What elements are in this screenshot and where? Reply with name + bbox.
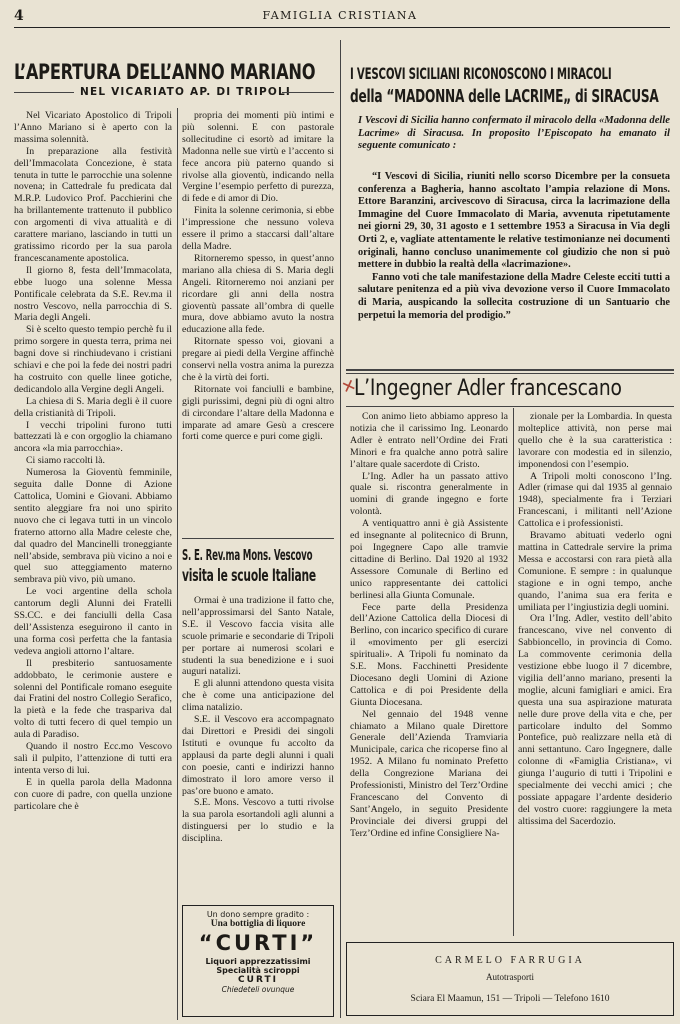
paragraph: Ritorneremo spesso, in quest’anno mariano alla chiesa di S. Maria degli Angeli. Ritorneremo noi anziani per ricordare gli anni della nostra gioventù passate all’ombra di quelle mura, dove abbiamo avuto la nostra educazione alla fede. [182,252,334,336]
paragraph: Fece parte della Presidenza dell’Azione Cattolica della Diocesi di Berlino, con incarico specifico di curare il «movimento per gli esercizi spirituali». A Tripoli fu nominato da S.E. Mons. Facchinetti Presidente Diocesano degli Uomini di Azione Cattolica e di poi Presidente della Giunta Diocesana. [350,601,508,708]
paragraph: E in quella parola della Madonna con cuore di padre, con quella unzione particolare che è [14,776,172,812]
paragraph: Ci siamo raccolti là. [26,455,105,467]
subhead-rule-left [14,92,74,93]
article-box-rule-2 [346,373,674,374]
article-subhead-vicariato: NEL VICARIATO AP. DI TRIPOLI [80,86,292,98]
paragraph: Il giorno 8, festa dell’Immacolata, ebbe luogo una solenne Messa Pontificale celebrata da S.E. Rev.ma il nostro Vescovo, nella parrocchia di S. Maria degli Angeli. [14,264,172,324]
ad-curti-line2: Una bottiglia di liquore [210,919,306,929]
paragraph: S.E. Mons. Vescovo a tutti rivolse la sua parola esortandoli agli alunni a distinguersi per lo studio e la disciplina. [182,797,334,845]
paragraph: Ritornate spesso voi, giovani a pregare ai piedi della Vergine affinchè conservi nella vostra anima la purezza che è la virtù dei forti. [182,336,334,383]
publication-title: FAMIGLIA CRISTIANA [262,9,418,22]
ad-farrugia-sub: Autotrasporti [486,972,534,982]
paragraph: Le voci argentine della schola cantorum degli Alunni dei Fratelli SS.CC. e dei fanciulli della Casa dell’Assistenza eseguirono il canto in una forma così perfetta che la fantasia vedeva angioli attorno l’altare. [14,586,172,657]
article-headline-adler: L’Ingegner Adler francescano [354,376,622,401]
paragraph: In preparazione alla festività dell’Immacolata Concezione, è stata tenuta in tutte le parrocchie una solenne novena; in Cattedrale fu predicata dal M.R.P. Ludovico Prof. Pacchierini che ha brillantemente trattenuto il pubblico con argomenti di viva attualità e di carattere mariano, lasciando in tutti un gratissimo ricordo per la sua parola francescanamente apostolica. [14,145,172,264]
article-column-2 [182,110,334,532]
ad-curti-brand2: CURTI [238,975,278,985]
quote-paragraph: Fanno voti che tale manifestazione della Madre Celeste ecciti tutti a salutare penitenza ed a più viva devozione verso il Cuore Immacolato di Maria, auspicando la sollecita costruzione di un Santuario che perpetui la memoria del prodigio.” [358,271,670,321]
header-rule [14,27,670,28]
ad-farrugia-name: CARMELO FARRUGIA [435,955,585,966]
ad-curti-line4: Specialità sciroppi [216,966,300,975]
paragraph: E gli alunni attendono questa visita che è come una anticipazione del clima natalizio. [182,678,334,714]
paragraph: Ritornate voi fanciulli e bambine, gigli purissimi, degni più di ogni altro di circondare l’altare della Madonna e imparate ad amare Gesù a crescere forti come querce e puri come gigli. [182,383,334,443]
pencil-mark-icon: ✕ [339,375,360,399]
article-adler-rule [346,406,674,407]
paragraph: Con animo lieto abbiamo appreso la notizia che il carissimo Ing. Leonardo Adler è entrato nell’Ordine dei Frati Minori e fra qualche anno potrà salire l’altare quale sacerdote di Cristo. [350,411,508,470]
column-divider-1 [177,108,178,1020]
paragraph: La chiesa di S. Maria degli è il cuore della cristianità di Tripoli. [14,395,172,419]
paragraph: Bravamo abituati vederlo ogni mattina in Cattedrale servire la prima Messa e accostarsi con rara pietà alla Comunione. E sempre : in qualunque stagione e in ogni tempo, anche quando, l’anima sua era ferita e umiliata per l’ingiustizia degli uomini. [518,530,672,613]
ad-farrugia-address: Sciara El Maamun, 151 — Tripoli — Telefono 1610 [410,994,610,1004]
advertisement-farrugia [346,942,674,1016]
ad-curti-line1: Un dono sempre gradito : [206,910,310,919]
page-number: 4 [14,8,24,24]
article-headline-anno-mariano: L’APERTURA DELL’ANNO MARIANO [14,60,316,84]
article-quote-vescovi [358,171,670,361]
paragraph: Quando il nostro Ecc.mo Vescovo salì il pulpito, l’attenzione di tutti era intenta verso di lui. [14,741,172,776]
ad-curti-line5: Chiedeteli ovunque [221,985,295,994]
main-column-divider [340,40,341,1018]
paragraph: Ormai è una tradizione il fatto che, nell’approssimarsi del Santo Natale, S.E. il Vescovo faccia visita alle scuole primarie e secondarie di Tripoli per portare ai numerosi scolari e studenti la sua benedizione e i suoi auguri natalizi. [182,595,334,678]
paragraph: zionale per la Lombardia. In questa molteplice attività, non perse mai quello che è la sua caratteristica : lavorare con modestia ed in silenzio, imponendosi con l’esempio. [518,411,672,470]
paragraph: A Tripoli molti conoscono l’Ing. Adler (rimase qui dal 1935 al gennaio 1948), specialmente fra i Terziari Francescani, i militanti nell’Azione Cattolica e i professionisti. [518,470,672,530]
paragraph: A ventiquattro anni è già Assistente ed insegnante al politecnico di Brunn, poi Ingegnere Capo alle tramvie cittadine di Berlino. Dal 1920 al 1932 Assessore Comunale di Berlino ed unico rappresentante dei cattolici berlinesi alla Giunta Comunale. [350,518,508,601]
paragraph: Finita la solenne cerimonia, si ebbe l’impressione che nessuno voleva essere il primo a staccarsi dall’altare della Madre. [182,205,334,252]
article-intro-vescovi: I Vescovi di Sicilia hanno confermato il miracolo della «Madonna delle Lacrime» di Siracusa. In proposito l’Episcopato ha emanato il seguente comunicato : [358,115,670,152]
paragraph: Si è scelto questo tempio perchè fu il primo sorgere in questa terra, prima nei bagni dove si rinchiudevano i cristiani schiavi e che poi la fede dei nostri padri ha costruito con quelle linee gotiche, dedicandolo alla Vergine degli Angeli. [14,324,172,395]
subhead-rule-right [282,92,334,93]
advertisement-curti [182,905,334,1017]
paragraph: Nel Vicariato Apostolico di Tripoli l’Anno Mariano si è aperto con la massima solennità. [14,110,172,145]
article-column-1 [14,110,172,1024]
paragraph: S.E. il Vescovo era accompagnato dai Direttori e Presidi dei singoli Istituti e ovunque fu accolto da applausi da parte degli alunni i quali con poesie, canti e indirizzi hanno dimostrato il loro amore verso il pas’ore buono e amato. [182,714,334,797]
article-box-rule-1 [346,369,674,371]
article-headline-vescovi-line1: I VESCOVI SICILIANI RICONOSCONO I MIRACOLI [350,64,612,83]
quote-paragraph: “I Vescovi di Sicilia, riuniti nello scorso Dicembre per la consueta conferenza a Bagheria, hanno ascoltato l’ampia relazione di Mons. Ettore Baranzini, arcivescovo di Siracusa, circa la lacrimazione della Immagine del Cuore Immacolato di Maria, avvenuta ripetutamente nei giorni 29, 30, 31 agosto e 1 settembre 1953 a Siracusa in Via degli Orti 2, e, vagliate attentamente le relative testimonianze nei documenti originali, hanno concluso unanimemente col giudizio che non si può mettere in dubbio la realtà della «lacrimazione». [358,171,670,271]
paragraph: propria dei momenti più intimi e più solenni. E con pastorale sollecitudine ci esortò ad imitare la Madonna nelle sue virtù e l’accento si fece ancora più paterno quando si rivolse alla gioventù, indicando nella Vergine l’esempio perfetto di purezza, di fede e di amor di Dio. [182,110,334,205]
article-divider [182,538,334,539]
article-headline-vescovo-line2: visita le scuole Italiane [182,566,316,585]
paragraph: Nel gennaio del 1948 venne chiamato a Milano quale Direttore Generale dell’Azienda Tramviaria Municipale, carica che ricoperse fino al 1952. A Milano fu nominato Prefetto della Congrezione Mariana dei Professionisti, Ministro del Terz’Ordine Francescano del Convento di Sant’Angelo, in seguito Presidente Provinciale dei diversi gruppi del Terz’Ordine ed infine Consigliere Na- [350,708,508,839]
paragraph: I vecchi tripolini furono tutti battezzati là e con orgoglio la chiamano ancora «la mia parrocchia». [14,419,172,455]
article-adler-column-2 [518,411,672,931]
column-divider-adler [513,408,514,936]
article-headline-vescovi-line2: della “MADONNA delle LACRIME„ di SIRACUSA [350,86,659,107]
paragraph: Numerosa la Gioventù femminile, seguita dalle Donne di Azione Cattolica, Uomini e Giovani. Abbiamo sentito aleggiare fra noi uno spirito nuovo che ci legava tutti in un vincolo fraterno attorno alla Madre celeste che, dal quadro del Mancinelli troneggiante nell’abside, sembrava più vicino a noi e quel suo atteggiamento materno sembrava più vivo, più umano. [14,467,172,586]
article-adler-column-1 [350,411,508,931]
paragraph: Il presbiterio santuosamente addobbato, le cerimonie austere e solenni del Pontificale romano eseguite dai Fratini del nostro Collegio Serafico, la pietà e la fede che traspariva dal volto di tutti fecero di quel tempio un aula di Paradiso. [14,657,172,741]
article-body-visita [182,595,334,895]
paragraph: L’Ing. Adler ha un passato attivo quale si. riscontra generalmente in uomini di grande ingegno e forte volontà. [350,470,508,518]
ad-curti-brand: “CURTI” [198,931,318,955]
paragraph: Ora l’Ing. Adler, vestito dell’abito francescano, vive nel convento di Sabbioncello, in provincia di Como. La commovente cerimonia della vestizione ebbe luogo il 7 dicembre, vigilia dell’anno mariano, presenti la moglie, alcuni famigliari e amici. Era questa una sua aspirazione maturata nelle dure prove della vita e che, per particolare indulto del Sommo Pontefice, può realizzare nella età di anni settantuno. Caro Ingegnere, dalle colonne di «Famiglia Cristiana», vi giunga l’augurio di tutti i Tripolini e specialmente dei vecchi amici ; che possiate appagare l’ardente desiderio del vostro cuore: raggiungere la meta altissima del Sacerdozio. [518,613,672,827]
article-headline-vescovo-line1: S. E. Rev.ma Mons. Vescovo [182,546,313,564]
ad-curti-line3: Liquori apprezzatissimi [205,957,311,966]
